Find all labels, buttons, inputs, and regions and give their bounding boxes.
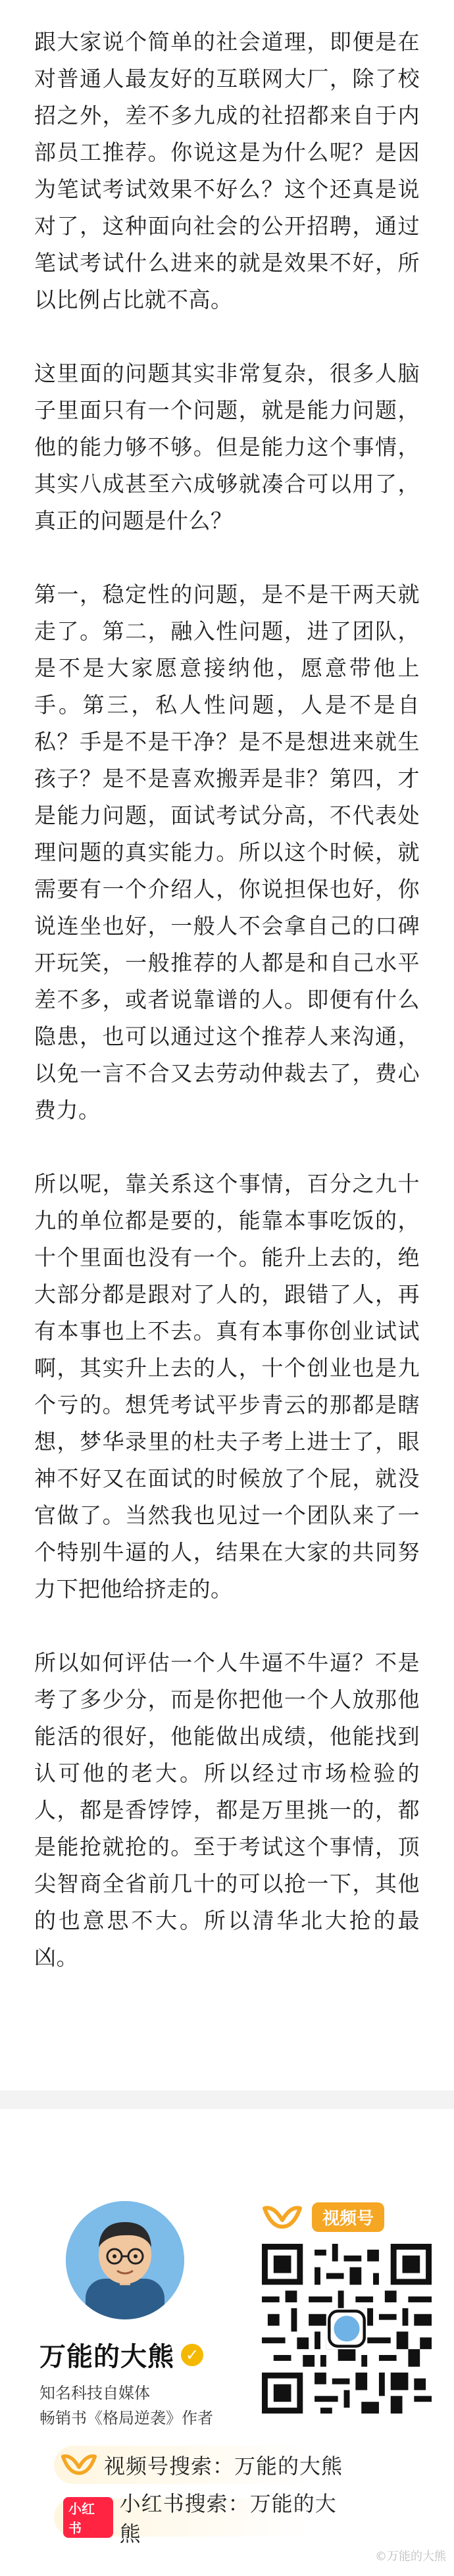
author-name: 万能的大熊: [39, 2342, 174, 2372]
channels-search-label: 视频号搜索：万能的大熊: [104, 2454, 343, 2479]
author-subtitle: 知名科技自媒体: [39, 2384, 150, 2402]
author-name-row: [39, 2336, 203, 2373]
xhs-search-label: 小红书搜索：万能的大熊: [119, 2491, 337, 2546]
paragraph-2: 这里面的问题其实非常复杂，很多人脑子里面只有一个问题，就是能力问题，他的能力够不够。但是能力这个事情，其实八成甚至六成够就凑合可以用了，真正的问题是什么？: [34, 360, 420, 533]
paragraph-5: 所以如何评估一个人牛逼不牛逼？不是考了多少分，而是你把他一个人放那他能活的很好，他能做出成绩，他能找到认可他的老大。所以经过市场检验的人，都是香饽饽，都是万里挑一的，都是能抢就抢的。至于考试这个事情，顶尖智商全省前几十的可以抢一下，其他的也意思不大。所以清华北大抢的最凶。: [34, 1650, 420, 1970]
paragraph-3: 第一，稳定性的问题，是不是干两天就走了。第二，融入性问题，进了团队，是不是大家愿意接纳他，愿意带他上手。第三，私人性问题，人是不是自私？手是不是干净？是不是想进来就生孩子？是不是喜欢搬弄是非？第四，才是能力问题，面试考试分高，不代表处理问题的真实能力。所以这个时候，就需要有一个介绍人，你说担保也好，你说连坐也好，一般人不会拿自己的口碑开玩笑，一般推荐的人都是和自己水平差不多，或者说靠谱的人。即便有什么隐患，也可以通过这个推荐人来沟通，以免一言不合又去劳动仲裁去了，费心费力。: [34, 582, 420, 1123]
xhs-search-row[interactable]: [54, 2491, 357, 2546]
wechat-channels-icon: [61, 2452, 97, 2478]
verified-icon: ✓: [181, 2344, 203, 2366]
channels-search-row[interactable]: [54, 2446, 357, 2484]
author-card: [0, 2109, 454, 2576]
author-book: 畅销书《格局逆袭》作者: [39, 2409, 213, 2427]
watermark: ©万能的大熊: [375, 2550, 446, 2564]
qr-code-icon[interactable]: [262, 2244, 432, 2414]
cartoon-man-avatar-icon[interactable]: [66, 2201, 184, 2319]
channels-tag: 视频号: [312, 2202, 384, 2232]
wechat-channels-icon: [262, 2204, 303, 2231]
paragraph-4: 所以呢，靠关系这个事情，百分之九十九的单位都是要的，能靠本事吃饭的，十个里面也没有一个。能升上去的，绝大部分都是跟对了人的，跟错了人，再有本事也上不去。真有本事你创业试试啊，其实升上去的人，十个创业也是九个亏的。想凭考试平步青云的那都是瞎想，梦华录里的杜夫子考上进士了，眼神不好又在面试的时候放了个屁，就没官做了。当然我也见过一个团队来了一个特别牛逼的人，结果在大家的共同努力下把他给挤走的。: [34, 1171, 420, 1602]
section-divider: [0, 2091, 454, 2109]
xiaohongshu-icon: 小红书: [63, 2497, 113, 2538]
channels-brand: [262, 2202, 384, 2232]
paragraph-1: 跟大家说个简单的社会道理，即便是在对普通人最友好的互联网大厂，除了校招之外，差不多九成的社招都来自于内部员工推荐。你说这是为什么呢？是因为笔试考试效果不好么？这个还真是说对了，这种面向社会的公开招聘，通过笔试考试什么进来的就是效果不好，所以比例占比就不高。: [34, 29, 420, 312]
